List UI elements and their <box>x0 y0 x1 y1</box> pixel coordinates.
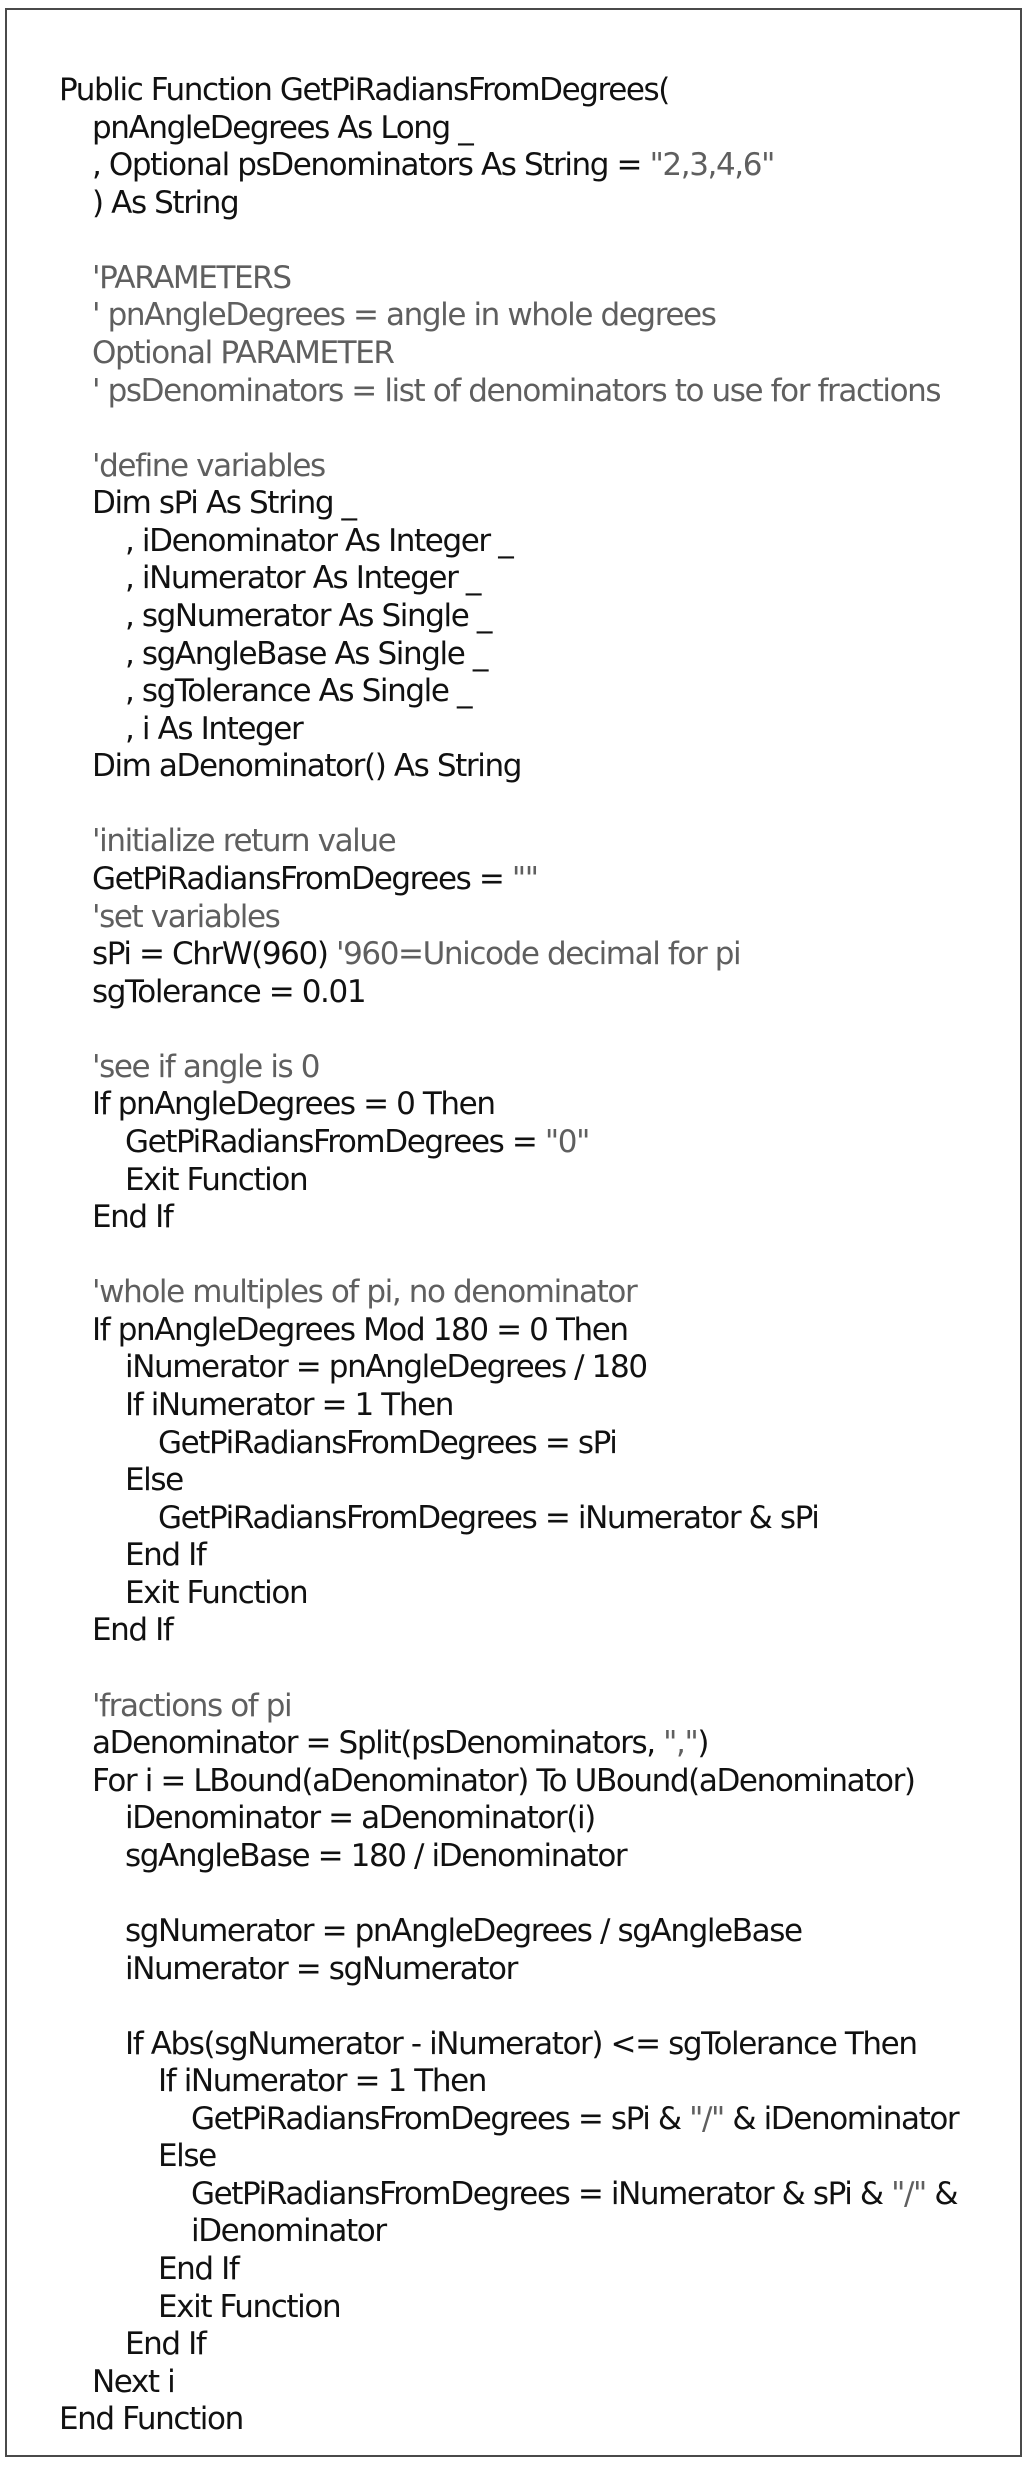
code-line <box>125 560 480 596</box>
code-line <box>125 2326 205 2362</box>
code-comment: 'define variables <box>92 447 325 484</box>
code-line <box>92 2364 174 2400</box>
code-line <box>125 1913 802 1949</box>
code-line <box>92 1086 495 1122</box>
code-line <box>92 485 356 521</box>
code-text: Else <box>158 2138 216 2175</box>
code-text: End Function <box>59 2401 243 2438</box>
code-text: GetPiRadiansFromDegrees = <box>125 1123 545 1160</box>
code-text: Exit Function <box>125 1574 308 1611</box>
code-line <box>92 297 715 333</box>
code-line <box>191 2101 958 2137</box>
code-line <box>92 1274 636 1310</box>
code-text: If iNumerator = 1 Then <box>125 1386 454 1423</box>
code-text: End If <box>158 2251 239 2288</box>
code-line <box>92 1312 628 1348</box>
code-line <box>158 1425 616 1461</box>
code-line <box>92 1763 915 1799</box>
code-text: sgTolerance = 0.01 <box>92 973 366 1010</box>
code-comment: ' pnAngleDegrees = angle in whole degrees <box>92 297 716 334</box>
code-line <box>125 1800 595 1836</box>
code-text: Dim sPi As String _ <box>92 485 356 522</box>
code-comment: 'see if angle is 0 <box>92 1048 320 1085</box>
code-string: "" <box>511 860 538 897</box>
code-line <box>92 823 395 859</box>
code-line <box>125 636 487 672</box>
code-text: End If <box>92 1612 173 1649</box>
code-text: aDenominator = Split(psDenominators, <box>92 1725 664 1762</box>
code-block <box>7 10 1020 2455</box>
code-text: iNumerator = sgNumerator <box>125 1950 517 1987</box>
code-line <box>125 1387 453 1423</box>
code-string: "0" <box>544 1123 589 1160</box>
code-line <box>92 1688 291 1724</box>
code-comment: 'set variables <box>92 898 280 935</box>
code-text: sgNumerator = pnAngleDegrees / sgAngleBase <box>125 1912 802 1949</box>
code-text: GetPiRadiansFromDegrees = sPi & <box>191 2100 690 2137</box>
code-line <box>125 1951 517 1987</box>
code-text: If pnAngleDegrees = 0 Then <box>92 1086 495 1123</box>
code-line <box>92 1199 172 1235</box>
code-text: iNumerator = pnAngleDegrees / 180 <box>125 1349 647 1386</box>
code-text: , sgTolerance As Single _ <box>125 673 472 710</box>
code-line <box>92 899 279 935</box>
code-line <box>158 1500 818 1536</box>
code-line <box>125 673 471 709</box>
code-line <box>92 1612 172 1648</box>
code-string: "," <box>663 1725 698 1762</box>
code-line <box>59 72 669 108</box>
code-text: GetPiRadiansFromDegrees = iNumerator & sPi & <box>191 2175 892 2212</box>
code-text: GetPiRadiansFromDegrees = <box>92 860 512 897</box>
code-line <box>125 1838 626 1874</box>
code-text: End If <box>125 1537 206 1574</box>
code-line <box>92 335 394 371</box>
code-text: Exit Function <box>125 1161 308 1198</box>
code-text: Exit Function <box>158 2288 341 2325</box>
code-text: , iDenominator As Integer _ <box>125 522 513 559</box>
code-text: End If <box>125 2326 206 2363</box>
code-line <box>92 260 291 296</box>
code-comment: 'fractions of pi <box>92 1687 292 1724</box>
code-text: Dim aDenominator() As String <box>92 748 521 785</box>
code-line <box>92 185 238 221</box>
code-line <box>125 523 512 559</box>
code-text: , Optional psDenominators As String = <box>92 147 650 184</box>
code-line <box>92 373 940 409</box>
code-comment: 'PARAMETERS <box>92 259 291 296</box>
code-line <box>125 1349 647 1385</box>
code-text: , iNumerator As Integer _ <box>125 560 480 597</box>
code-comment: ' psDenominators = list of denominators to use for fractions <box>92 372 941 409</box>
code-line <box>125 2026 917 2062</box>
code-line <box>125 1462 183 1498</box>
code-text: & iDenominator <box>723 2100 959 2137</box>
code-frame <box>5 8 1022 2457</box>
code-line <box>92 448 325 484</box>
code-text: ) As String <box>92 184 239 221</box>
code-text: iDenominator = aDenominator(i) <box>125 1800 595 1837</box>
code-line <box>125 1537 205 1573</box>
code-text: , i As Integer <box>125 710 303 747</box>
code-string: "2,3,4,6" <box>649 147 774 184</box>
code-text: sPi = ChrW(960) <box>92 936 336 973</box>
code-line <box>191 2213 386 2249</box>
code-line <box>125 1124 589 1160</box>
code-text: GetPiRadiansFromDegrees = sPi <box>158 1424 617 1461</box>
code-comment: Optional PARAMETER <box>92 334 394 371</box>
code-text: Else <box>125 1462 183 1499</box>
code-comment: '960=Unicode decimal for pi <box>335 936 741 973</box>
code-text: ) <box>697 1725 709 1762</box>
code-line <box>92 147 774 183</box>
code-line <box>125 711 302 747</box>
code-line <box>158 2138 216 2174</box>
code-line <box>92 1049 319 1085</box>
code-text: If pnAngleDegrees Mod 180 = 0 Then <box>92 1311 628 1348</box>
code-string: "/" <box>689 2100 724 2137</box>
code-line <box>158 2251 238 2287</box>
code-line <box>59 2401 243 2437</box>
code-text: sgAngleBase = 180 / iDenominator <box>125 1837 627 1874</box>
code-line <box>125 598 491 634</box>
code-line <box>191 2176 957 2212</box>
code-line <box>92 1725 708 1761</box>
code-text: If iNumerator = 1 Then <box>158 2063 487 2100</box>
code-line <box>158 2063 486 2099</box>
code-line <box>92 936 740 972</box>
code-line <box>92 748 521 784</box>
code-text: , sgAngleBase As Single _ <box>125 635 487 672</box>
code-text: For i = LBound(aDenominator) To UBound(aDenominator) <box>92 1762 915 1799</box>
code-line <box>158 2289 340 2325</box>
code-line <box>92 861 538 897</box>
code-string: "/" <box>891 2175 926 2212</box>
code-text: If Abs(sgNumerator - iNumerator) <= sgTolerance Then <box>125 2025 917 2062</box>
code-text: pnAngleDegrees As Long _ <box>92 109 473 146</box>
code-text: , sgNumerator As Single _ <box>125 597 491 634</box>
code-comment: 'whole multiples of pi, no denominator <box>92 1274 637 1311</box>
code-comment: 'initialize return value <box>92 823 396 860</box>
code-line <box>92 110 472 146</box>
code-text: GetPiRadiansFromDegrees = iNumerator & sPi <box>158 1499 819 1536</box>
code-line <box>92 974 365 1010</box>
code-text: Next i <box>92 2363 175 2400</box>
code-text: & <box>925 2175 958 2212</box>
code-text: Public Function GetPiRadiansFromDegrees( <box>59 72 670 108</box>
code-text: iDenominator <box>191 2213 386 2250</box>
code-line <box>125 1575 307 1611</box>
code-text: End If <box>92 1199 173 1236</box>
code-line <box>125 1162 307 1198</box>
